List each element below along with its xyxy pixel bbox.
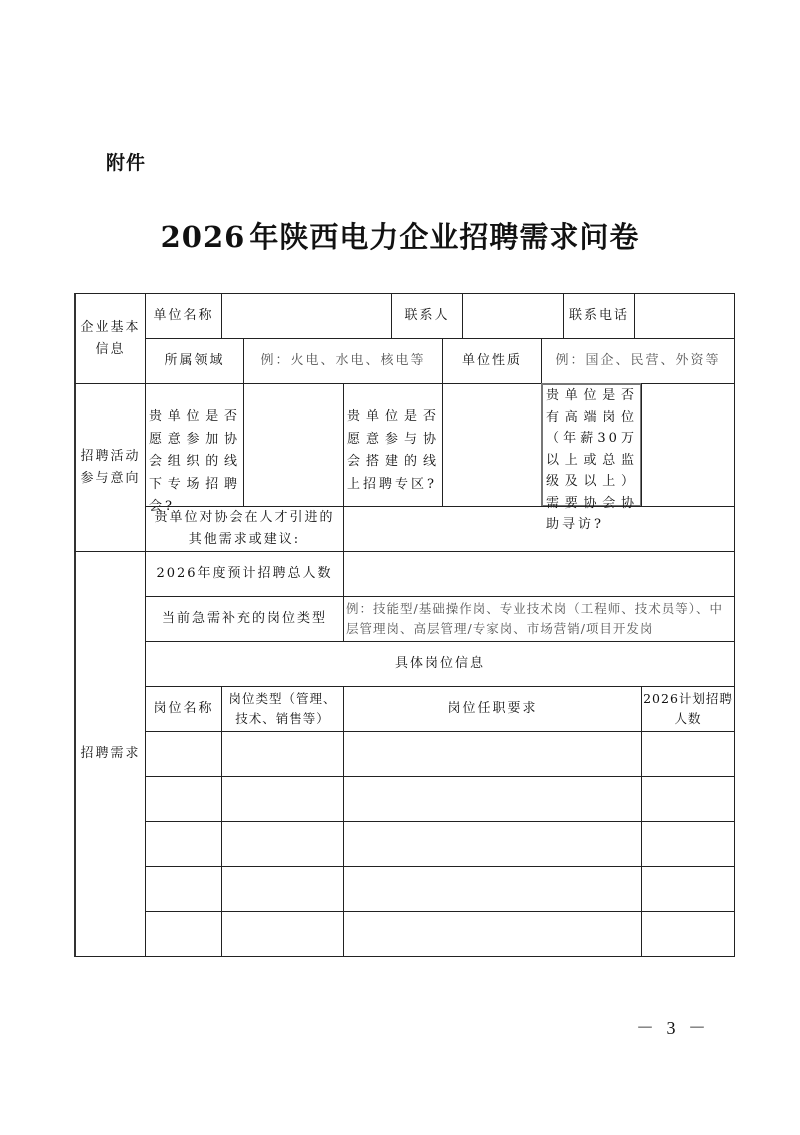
position-name-input[interactable]	[145, 731, 222, 777]
answer-online-zone[interactable]	[442, 383, 542, 507]
title-year: 2026	[160, 220, 246, 254]
planned-count-input[interactable]	[641, 911, 735, 957]
column-header-planned-count: 2026计划招聘人数	[641, 686, 735, 732]
position-type-input[interactable]	[221, 911, 344, 957]
total-hires-input[interactable]	[343, 551, 735, 597]
unit-name-label: 单位名称	[145, 293, 222, 339]
attachment-label: 附件	[106, 152, 147, 174]
answer-headhunting[interactable]	[641, 383, 735, 507]
requirements-input[interactable]	[343, 731, 642, 777]
column-header-position-type: 岗位类型（管理、技术、销售等）	[221, 686, 344, 732]
section-recruitment-label: 招聘需求	[74, 551, 146, 957]
position-name-input[interactable]	[145, 911, 222, 957]
position-name-input[interactable]	[145, 866, 222, 912]
question-offline-fair: 贵单位是否愿意参加协会组织的线下专场招聘会?	[145, 383, 244, 507]
contact-phone-label: 联系电话	[563, 293, 635, 339]
requirements-input[interactable]	[343, 776, 642, 822]
position-name-input[interactable]	[145, 821, 222, 867]
position-name-input[interactable]	[145, 776, 222, 822]
detail-header: 具体岗位信息	[145, 641, 735, 687]
requirements-input[interactable]	[343, 866, 642, 912]
contact-phone-input[interactable]	[634, 293, 735, 339]
page-number: － 3 －	[636, 1018, 710, 1038]
other-suggestions-input[interactable]	[343, 506, 735, 552]
planned-count-input[interactable]	[641, 821, 735, 867]
planned-count-input[interactable]	[641, 776, 735, 822]
unit-name-input[interactable]	[221, 293, 392, 339]
question-headhunting: 贵单位是否有高端岗位（年薪30万以上或总监级及以上）需要协会协助寻访?	[541, 383, 642, 507]
planned-count-input[interactable]	[641, 731, 735, 777]
requirements-input[interactable]	[343, 911, 642, 957]
field-input[interactable]: 例：火电、水电、核电等	[243, 338, 443, 384]
field-label: 所属领域	[145, 338, 244, 384]
contact-person-label: 联系人	[391, 293, 463, 339]
contact-person-input[interactable]	[462, 293, 564, 339]
question-online-zone: 贵单位是否愿意参与协会搭建的线上招聘专区?	[343, 383, 443, 507]
section-activity-label: 招聘活动参与意向	[74, 383, 146, 552]
nature-input[interactable]: 例：国企、民营、外资等	[541, 338, 735, 384]
position-type-input[interactable]	[221, 866, 344, 912]
urgent-positions-input[interactable]: 例：技能型/基础操作岗、专业技术岗（工程师、技术员等）、中层管理岗、高层管理/专家岗、市场营销/项目开发岗	[343, 596, 735, 642]
other-suggestions-label: 贵单位对协会在人才引进的其他需求或建议:	[145, 506, 344, 552]
planned-count-input[interactable]	[641, 866, 735, 912]
section-basic-info-label: 企业基本信息	[74, 293, 146, 384]
nature-label: 单位性质	[442, 338, 542, 384]
title-text: 年陕西电力企业招聘需求问卷	[249, 220, 640, 254]
answer-offline-fair[interactable]	[243, 383, 344, 507]
position-type-input[interactable]	[221, 821, 344, 867]
total-hires-label: 2026年度预计招聘总人数	[145, 551, 344, 597]
requirements-input[interactable]	[343, 821, 642, 867]
column-header-requirements: 岗位任职要求	[343, 686, 642, 732]
urgent-positions-label: 当前急需补充的岗位类型	[145, 596, 344, 642]
position-type-input[interactable]	[221, 731, 344, 777]
column-header-position-name: 岗位名称	[145, 686, 222, 732]
position-type-input[interactable]	[221, 776, 344, 822]
